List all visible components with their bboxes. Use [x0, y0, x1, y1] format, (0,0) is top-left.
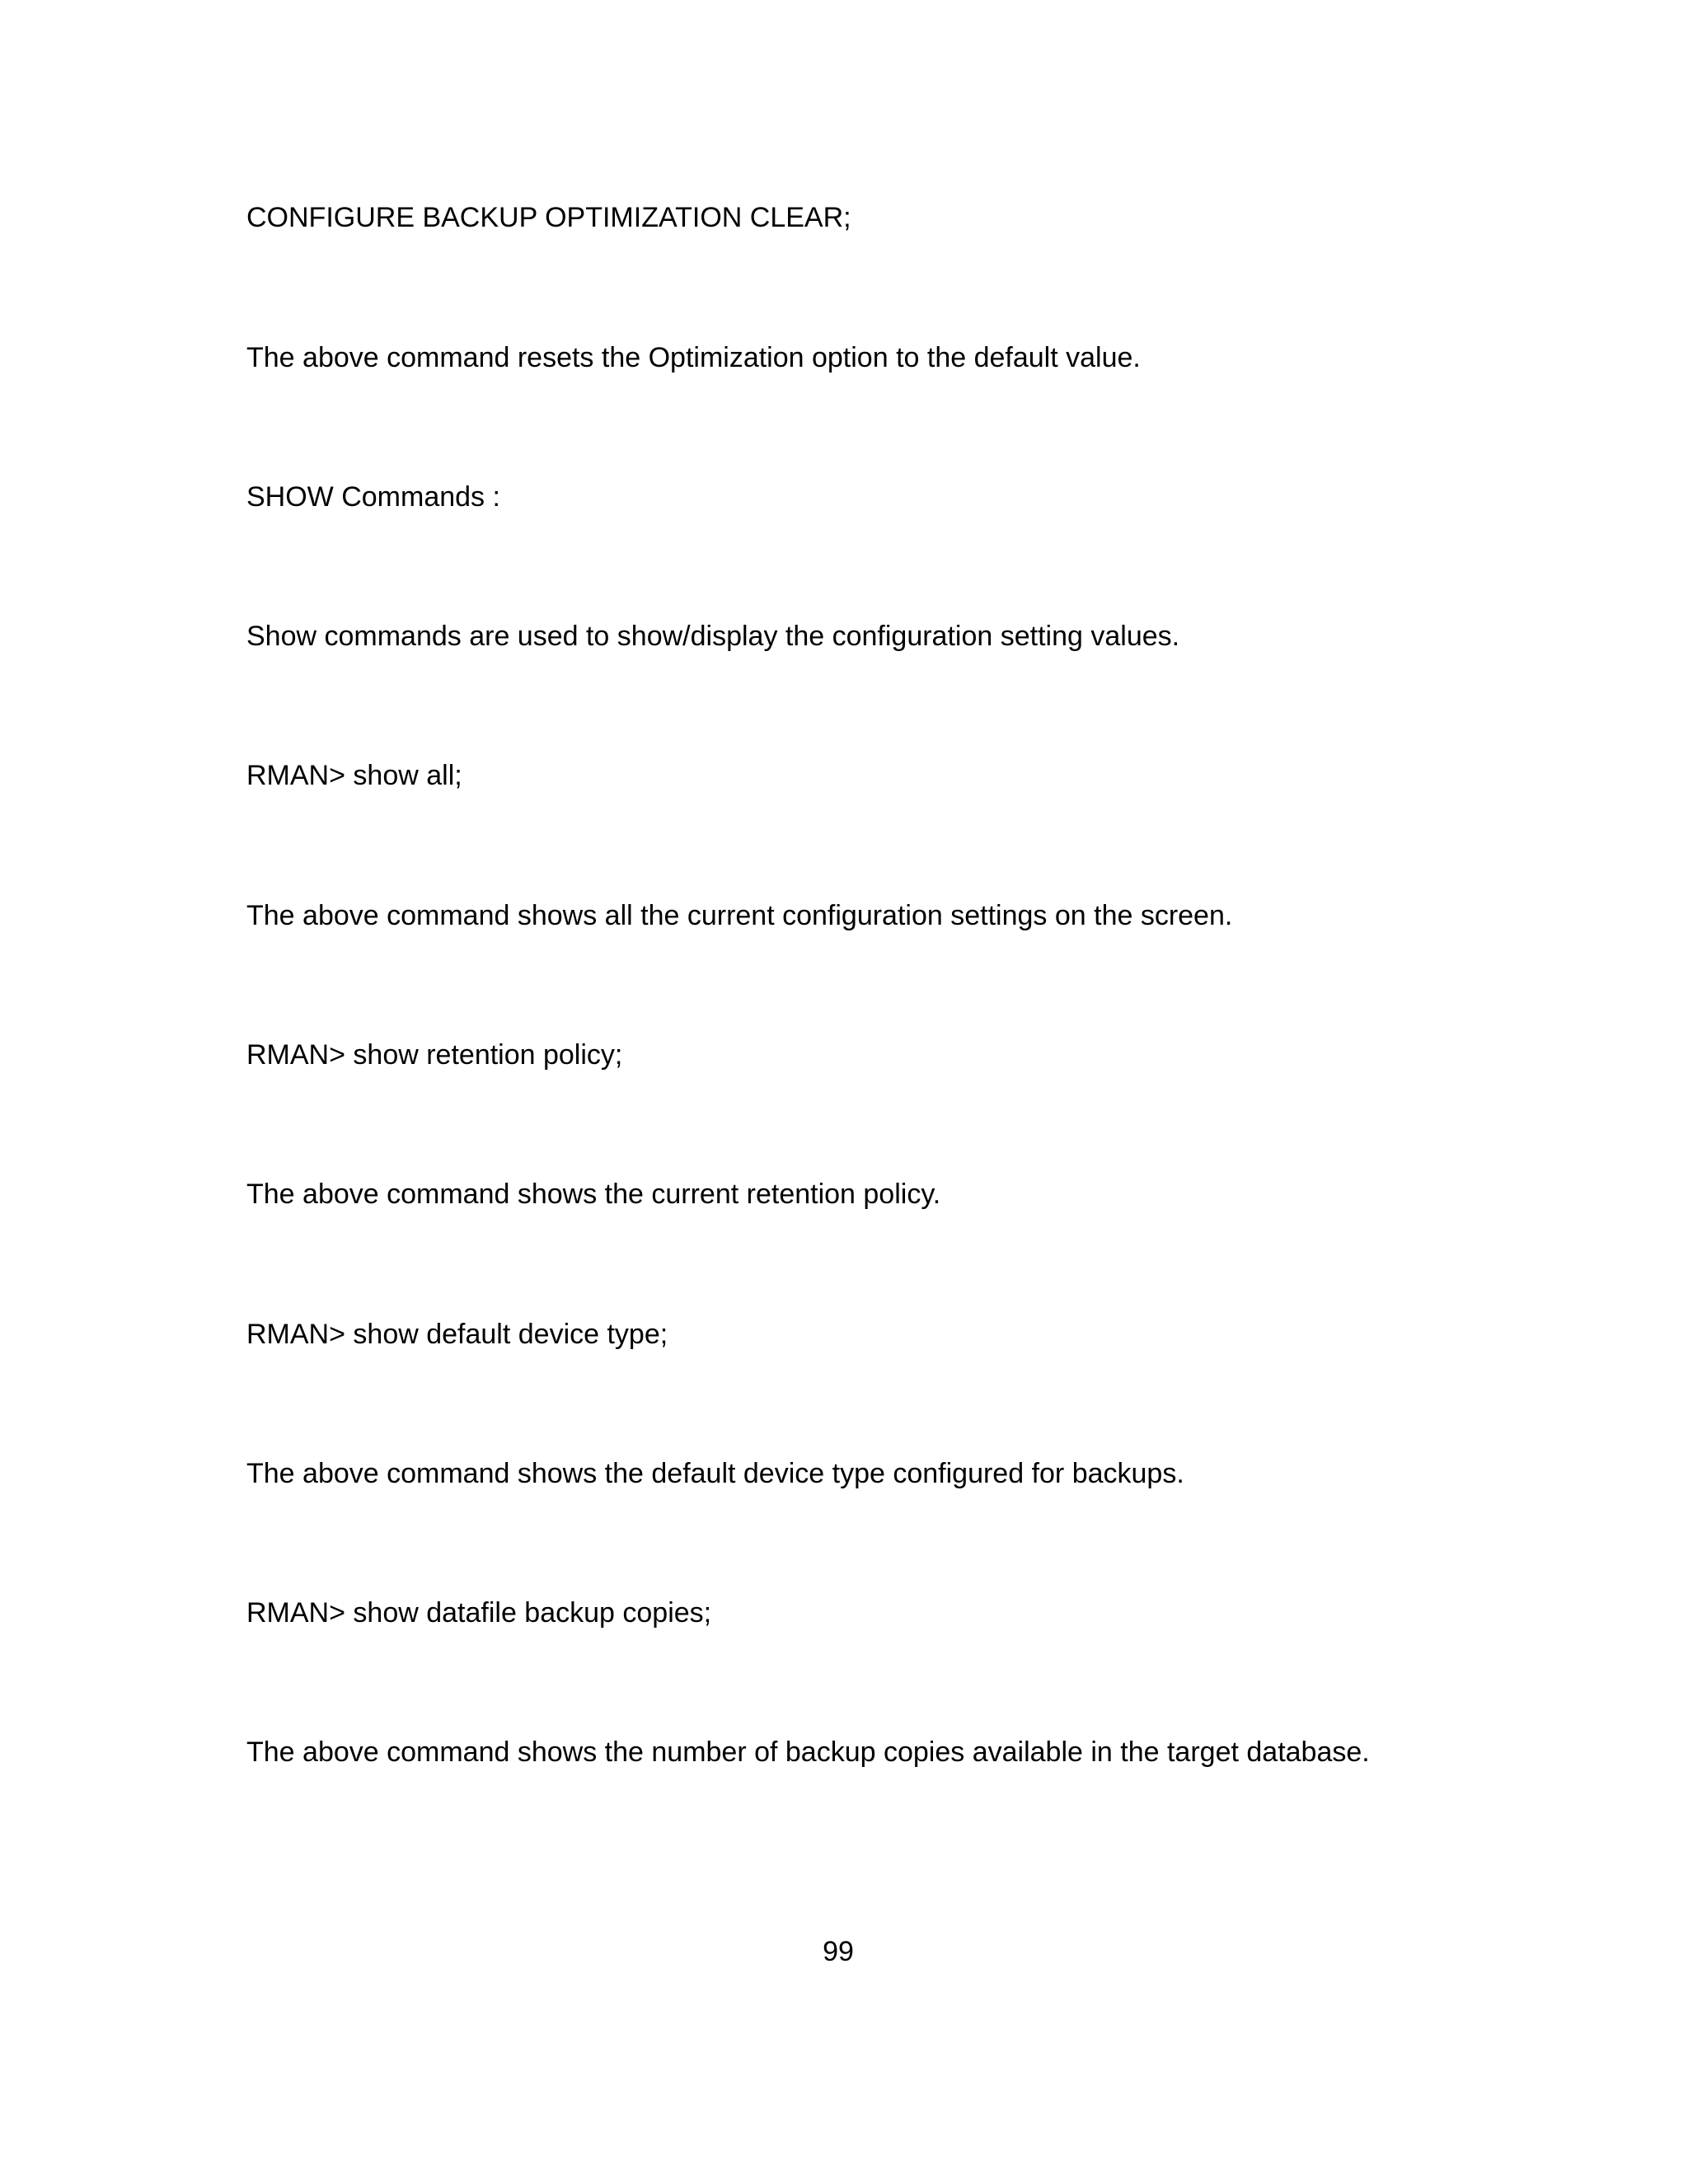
paragraph-retention-policy-description: The above command shows the current retention policy. [246, 1179, 941, 1210]
paragraph-show-all-description: The above command shows all the current configuration settings on the screen. [246, 900, 1233, 931]
command-configure-backup-optimization-clear: CONFIGURE BACKUP OPTIMIZATION CLEAR; [246, 202, 851, 233]
paragraph-default-device-type-description: The above command shows the default device type configured for backups. [246, 1458, 1184, 1489]
command-show-default-device-type: RMAN> show default device type; [246, 1319, 668, 1350]
command-show-retention-policy: RMAN> show retention policy; [246, 1039, 623, 1071]
page-number: 99 [823, 1936, 854, 1967]
section-heading-show-commands: SHOW Commands : [246, 481, 500, 513]
paragraph-show-commands-description: Show commands are used to show/display the configuration setting values. [246, 621, 1180, 652]
paragraph-datafile-backup-copies-description: The above command shows the number of backup copies available in the target database. [246, 1736, 1370, 1768]
command-show-all: RMAN> show all; [246, 760, 462, 791]
command-show-datafile-backup-copies: RMAN> show datafile backup copies; [246, 1597, 712, 1629]
paragraph-optimization-reset: The above command resets the Optimization option to the default value. [246, 342, 1141, 373]
